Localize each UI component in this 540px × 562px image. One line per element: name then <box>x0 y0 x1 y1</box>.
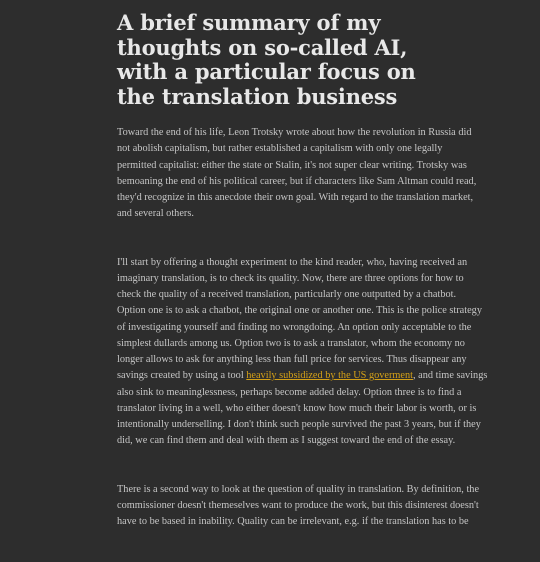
title-line: thoughts on so-called AI, <box>117 34 408 60</box>
paragraph-2 <box>117 255 529 450</box>
paragraph-line: bemoaning the end of his political career, but if characters like Sam Altman could read, <box>117 175 477 187</box>
article-body <box>117 125 529 562</box>
paragraph-line: also sink to meaninglessness, perhaps become added delay. Option three is to find a <box>117 386 462 398</box>
paragraph-line: check the quality of a received translation, particularly one outputted by a chatbot. <box>117 289 457 300</box>
paragraph-line: and several others. <box>117 208 194 220</box>
paragraph-3 <box>117 482 529 531</box>
title-line: the translation business <box>117 83 398 109</box>
paragraph-line: There is a second way to look at the question of quality in translation. By definition, the <box>117 483 480 495</box>
title-line: with a particular focus on <box>117 59 416 84</box>
paragraph-line: commissioner doesn't themeselves want to produce the work, but this disinterest doesn't <box>117 499 479 511</box>
paragraph-line: did, we can find them and deal with them as I suggest toward the end of the essay. <box>117 435 456 447</box>
paragraph-1 <box>117 125 529 223</box>
title-line: A brief summary of my <box>117 10 381 35</box>
paragraph-line: not abolish capitalism, but rather established a capitalism with only one legally <box>117 143 443 155</box>
paragraph-line-with-link <box>117 368 529 384</box>
link-line-before: savings created by using a tool <box>117 370 247 382</box>
subsidy-link[interactable]: heavily subsidized by the US goverment <box>246 370 413 382</box>
paragraph-line: have to be based in inability. Quality can be irrelevant, e.g. if the translation has to be <box>117 516 469 527</box>
paragraph-line: Option one is to ask a chatbot, the original one or another one. This is the police strategy <box>117 305 482 317</box>
paragraph-line: Toward the end of his life, Leon Trotsky wrote about how the revolution in Russia did <box>117 127 472 138</box>
paragraph-line: they'd recognize in this anecdote their own goal. With regard to the translation market, <box>117 192 474 203</box>
paragraph-line: I'll start by offering a thought experiment to the kind reader, who, having received an <box>117 256 468 268</box>
article-title <box>117 11 447 109</box>
paragraph-line: simplest dullards among us. Option two is to ask a translator, whom the economy no <box>117 337 465 349</box>
paragraph-line: of investigating yourself and finding no wrongdoing. An option only acceptable to the <box>117 321 472 333</box>
paragraph-line: permitted capitalist: either the state or Stalin, it's not super clear writing. Trotsky was <box>117 159 467 171</box>
link-line-after: , and time savings <box>413 370 488 382</box>
paragraph-line: longer allows to ask for anything less than full price for services. Thus disappear any <box>117 354 467 365</box>
paragraph-line: intentionally underselling. I don't think such people survived the past 3 years, but if they <box>117 419 481 430</box>
paragraph-line: translator living in a well, who either doesn't know how much their labor is worth, or is <box>117 402 477 414</box>
paragraph-line: imaginary translation, is to check its quality. Now, there are three options for how to <box>117 272 464 284</box>
